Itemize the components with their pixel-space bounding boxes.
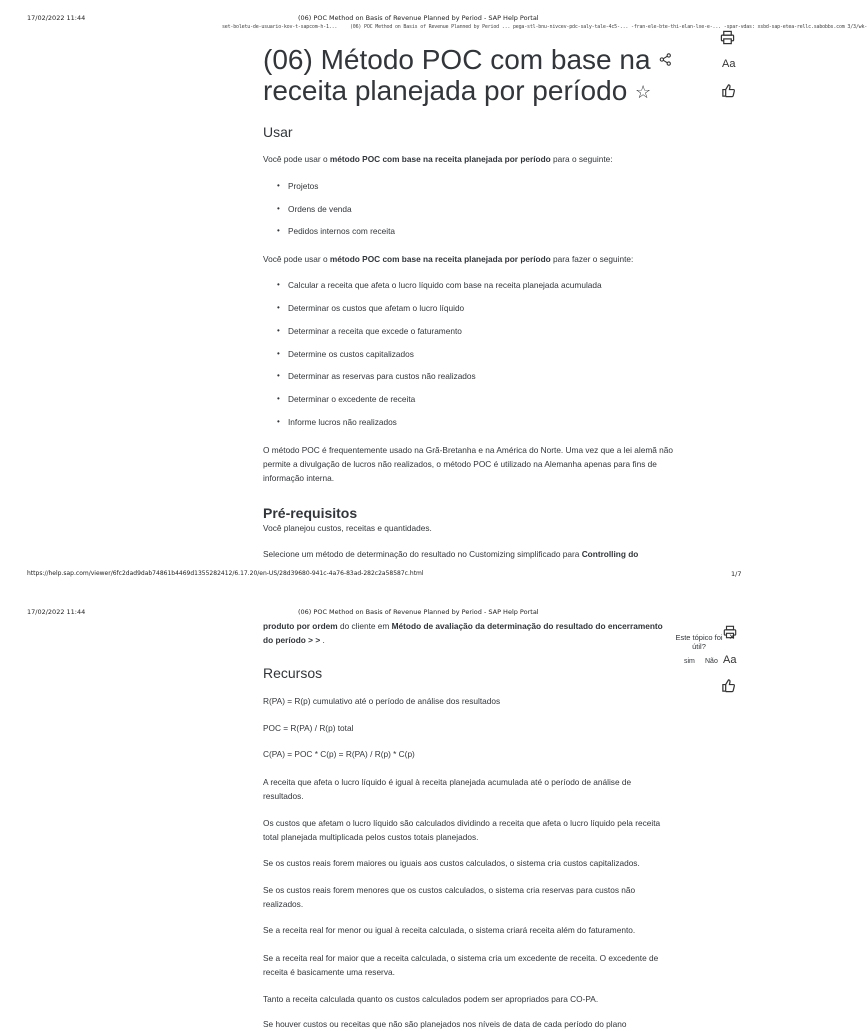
list-item: • Determinar os custos que afetam o lucro líquido <box>288 303 464 313</box>
resource-paragraph: Tanto a receita calculada quanto os custos calculados podem ser apropriados para CO-PA. <box>263 994 599 1004</box>
share-icon[interactable] <box>659 53 672 71</box>
feedback-yes-button[interactable]: sim <box>684 658 695 665</box>
select-prefix: Selecione um método de determinação do resultado no Customizing simplificado para <box>263 549 582 559</box>
list-item: • Pedidos internos com receita <box>288 226 395 236</box>
resource-paragraph: Se a receita real for menor ou igual à receita calculada, o sistema criará receita além do faturamento. <box>263 925 636 935</box>
print-header-title: (06) POC Method on Basis of Revenue Planned by Period - SAP Help Portal <box>298 14 539 22</box>
favorite-star-icon[interactable]: ☆ <box>635 82 652 102</box>
section-heading-recursos: Recursos <box>263 665 323 681</box>
section-heading-prereq: Pré-requisitos <box>263 505 358 521</box>
page-title-text: (06) Método POC com base na receita planejada por período <box>263 44 651 106</box>
list-item: • Ordens de venda <box>288 204 352 214</box>
formula-2: POC = R(PA) / R(p) total <box>263 723 354 733</box>
print-header-date: 17/02/2022 11:44 <box>27 608 86 616</box>
select-bold[interactable]: Controlling do <box>581 549 639 559</box>
resource-paragraph: Se a receita real for maior que a receita calculada, o sistema cria um excedente de receita. O excedente de receita é basicamente uma reserva. <box>263 953 659 977</box>
list-item: • Calcular a receita que afeta o lucro líquido com base na receita planejada acumulada <box>288 280 602 290</box>
use2-intro-prefix: Você pode usar o <box>263 254 330 264</box>
resource-paragraph-cut: Se houver custos ou receitas que não são planejados nos níveis de data de cada período do plano <box>263 1019 627 1029</box>
cont-bold-1[interactable]: produto por ordem <box>263 621 338 631</box>
poc-note: O método POC é frequentemente usado na Grã-Bretanha e na América do Norte. Uma vez que a lei alemã não permite a divulgação de lucros não realizados, o método POC é utilizado na Alemanha apenas para fins de informação interna. <box>263 445 674 483</box>
print-header-date: 17/02/2022 11:44 <box>27 14 86 22</box>
use-intro-prefix: Você pode usar o <box>263 154 330 164</box>
continuation-text <box>263 619 663 647</box>
formula-3: C(PA) = POC * C(p) = R(PA) / R(p) * C(p) <box>263 749 415 759</box>
font-size-icon[interactable]: Aa <box>722 58 736 70</box>
list-item: • Determinar a receita que excede o faturamento <box>288 326 462 336</box>
use-intro-bold: método POC com base na receita planejada por período <box>329 154 551 164</box>
print-footer-url: https://help.sap.com/viewer/6fc2dad9dab74861b4469d1355282412/6.17.20/en-US/28d39680-941c-4a76-83ad-282c2a58587c.html <box>27 570 424 577</box>
feedback-question: Este tópico foi útil? <box>675 633 723 651</box>
page-title <box>263 44 653 106</box>
font-size-icon[interactable]: Aa <box>723 654 737 666</box>
close-icon[interactable]: × <box>729 632 735 643</box>
use-intro-suffix: para o seguinte: <box>550 154 613 164</box>
scraped-fragment-right: (06) POC Method on Basis of Revenue Planned by Period ... pega-stl-bnu-nivcev-pdc-saly-tale-4c5-... -fran-ele-bte-thi-elan-lxe-e-... -spar-vdas: xsbd-sap-etea-rellc.sabobbs.com 3/3/wk- <box>350 24 867 30</box>
cont-mid: do cliente em <box>337 621 392 631</box>
cont-bold-2[interactable]: Método de avaliação da determinação do resultado do encerramento do período > > <box>263 621 663 645</box>
thumbs-up-icon[interactable] <box>721 83 736 103</box>
cont-end: . <box>320 635 325 645</box>
use2-intro-bold: método POC com base na receita planejada por período <box>329 254 551 264</box>
resource-paragraph: A receita que afeta o lucro líquido é igual à receita planejada acumulada até o período de análise de resultados. <box>263 777 632 801</box>
print-header-title: (06) POC Method on Basis of Revenue Planned by Period - SAP Help Portal <box>298 608 539 616</box>
use2-intro-suffix: para fazer o seguinte: <box>550 254 634 264</box>
list-item: • Determine os custos capitalizados <box>288 349 414 359</box>
scraped-fragment-left: set-boletu-de-usuario-kov-t-sapcom-h-1... <box>222 24 338 30</box>
resource-paragraph: Se os custos reais forem maiores ou iguais aos custos calculados, o sistema cria custos capitalizados. <box>263 858 640 868</box>
formula-1: R(PA) = R(p) cumulativo até o período de análise dos resultados <box>263 696 501 706</box>
list-item: • Determinar o excedente de receita <box>288 394 415 404</box>
feedback-no-button[interactable]: Não <box>705 658 718 665</box>
select-method-text <box>263 547 693 561</box>
print-footer-page: 1/7 <box>731 570 742 578</box>
list-item: • Determinar as reservas para custos não realizados <box>288 371 476 381</box>
thumbs-up-icon[interactable] <box>721 678 736 698</box>
resource-paragraph: Se os custos reais forem menores que os custos calculados, o sistema cria reservas para custos não realizados. <box>263 885 636 909</box>
list-item: • Projetos <box>288 181 318 191</box>
use-intro <box>263 152 673 166</box>
section-heading-usar: Usar <box>263 124 293 140</box>
list-item: • Informe lucros não realizados <box>288 417 397 427</box>
use2-intro <box>263 252 673 266</box>
prereq-text: Você planejou custos, receitas e quantidades. <box>263 523 432 533</box>
resource-paragraph: Os custos que afetam o lucro líquido são calculados dividindo a receita que afeta o lucro líquido pela receita total planejada multiplicada pelos custos totais planejados. <box>263 818 661 842</box>
print-icon[interactable] <box>720 30 735 50</box>
